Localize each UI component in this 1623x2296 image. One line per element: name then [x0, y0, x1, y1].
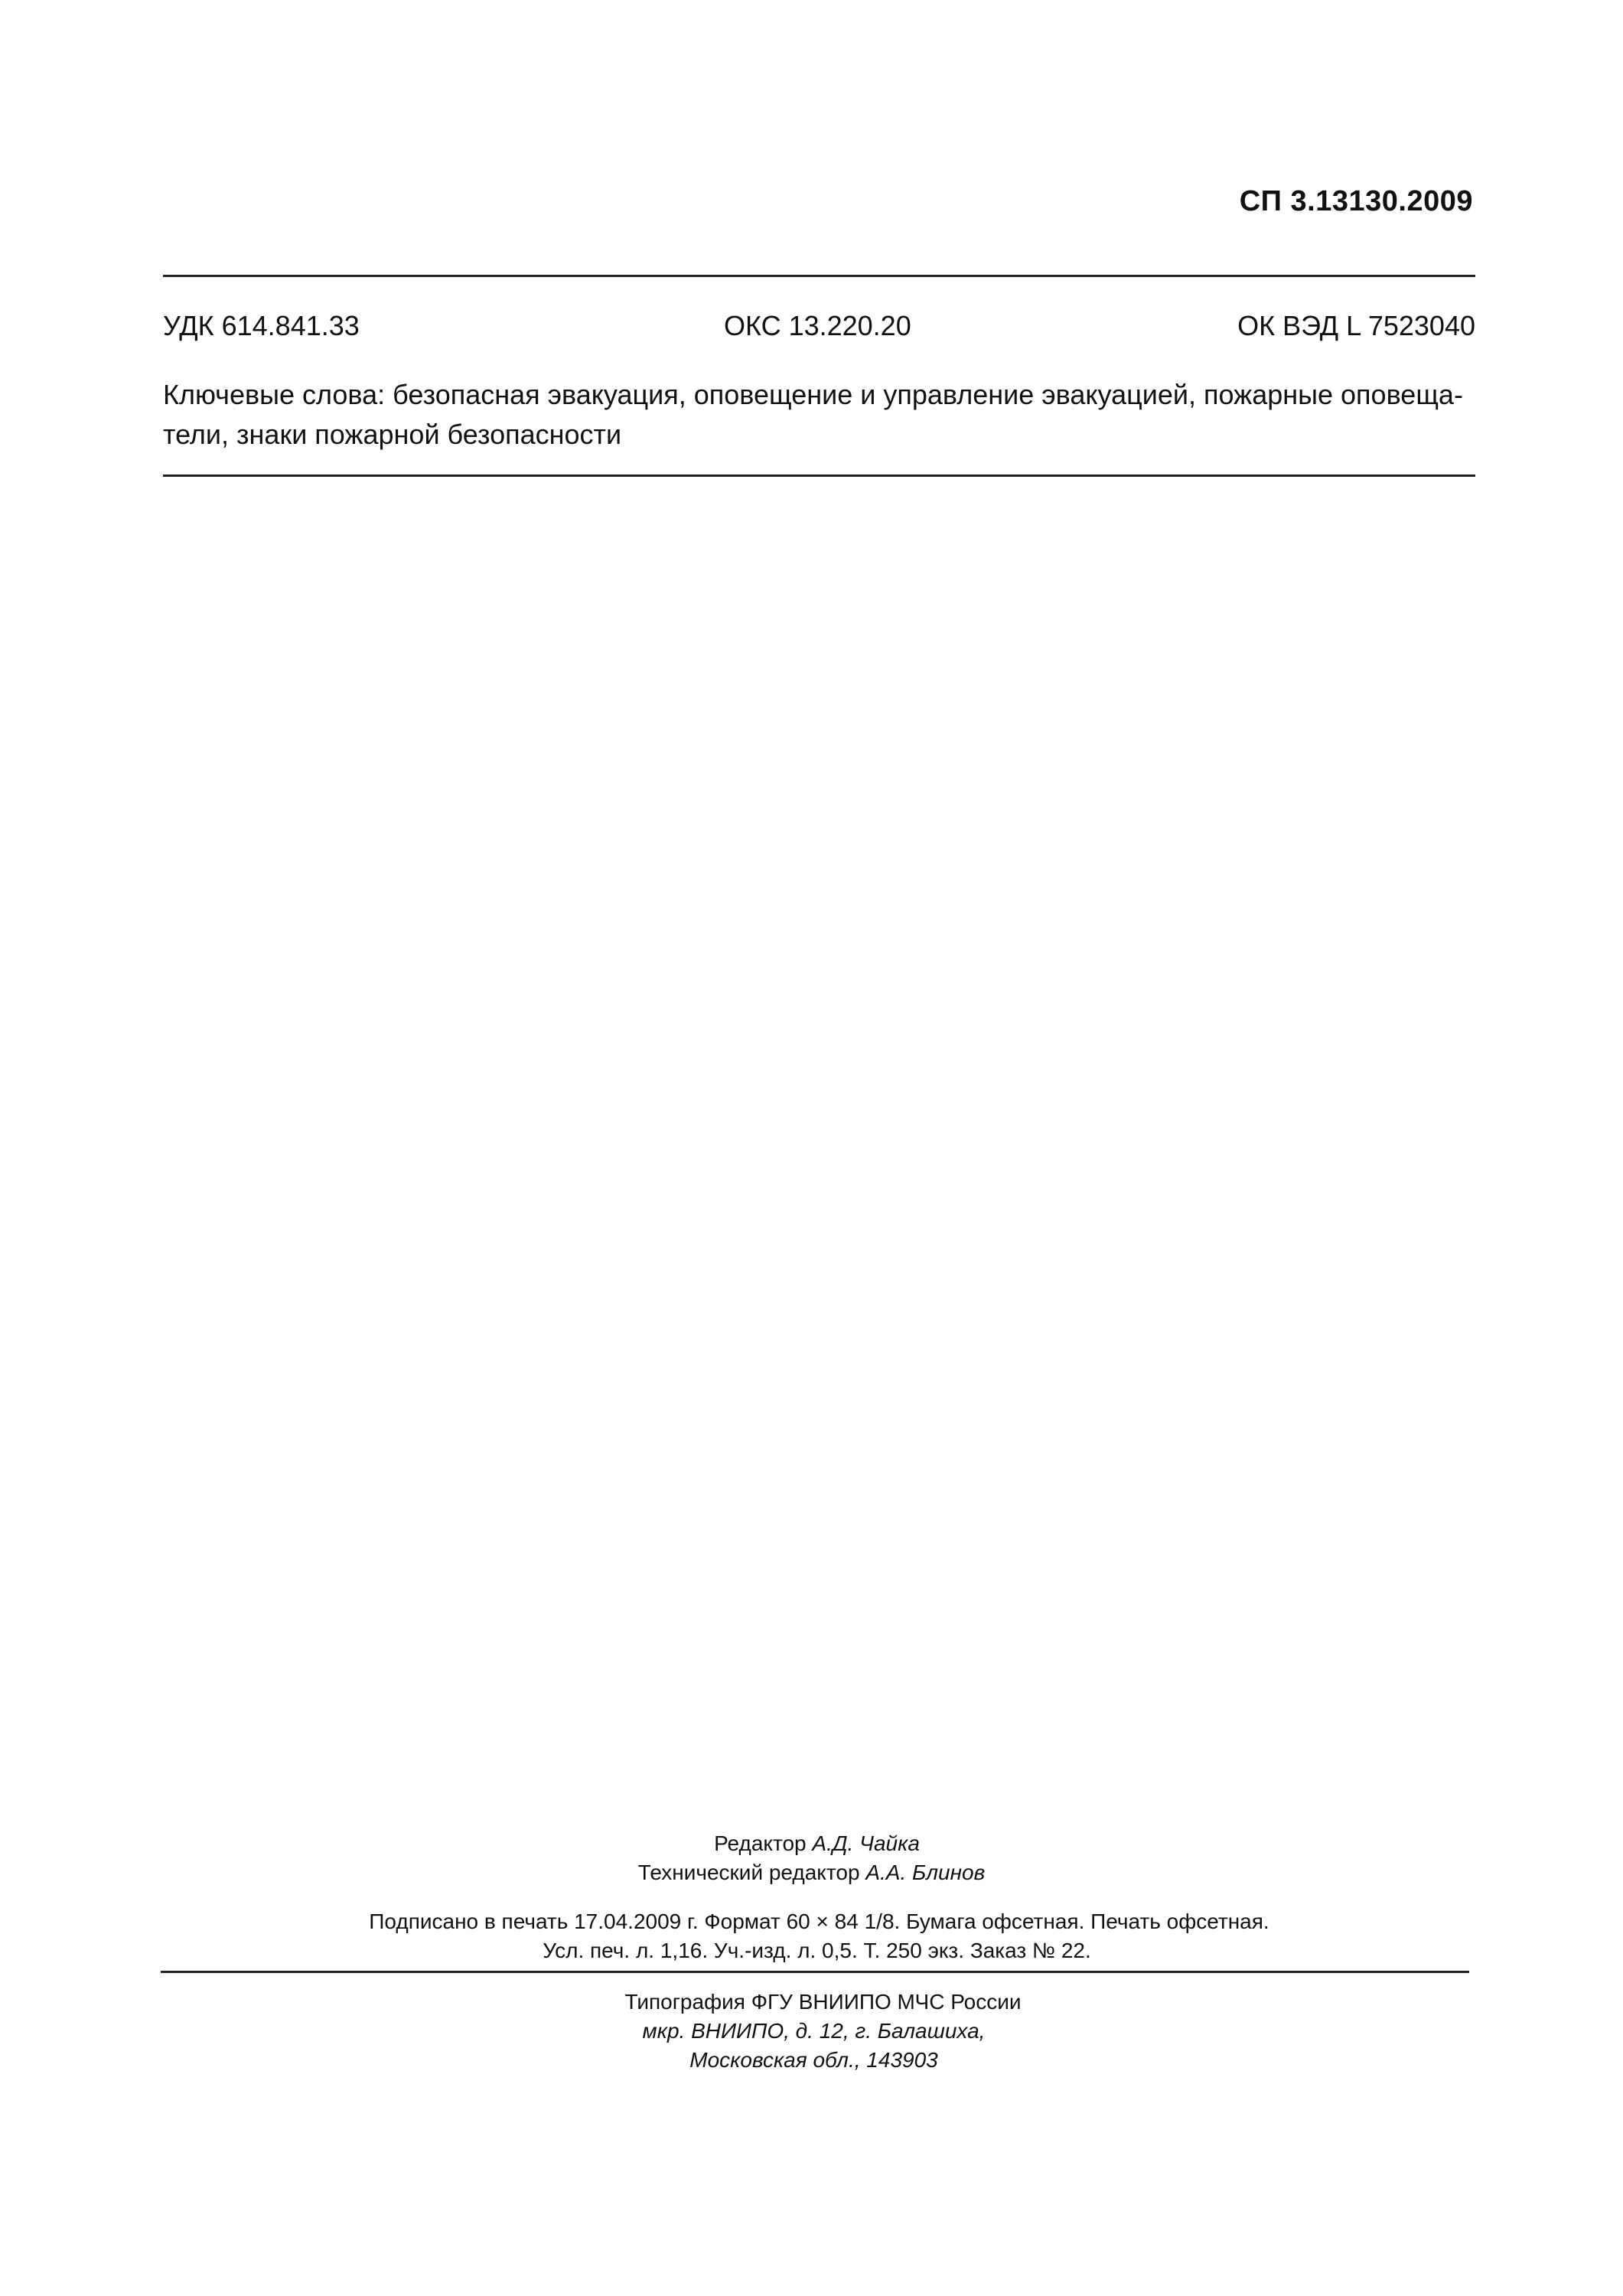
tech-editor-label: Технический редактор [637, 1861, 860, 1884]
keywords-line-2: тели, знаки пожарной безопасности [163, 419, 622, 450]
tech-editor-line [0, 1858, 1623, 1887]
print-info-block [0, 1907, 1623, 1965]
document-code: СП 3.13130.2009 [1239, 185, 1473, 217]
keywords-divider [163, 475, 1475, 477]
typography-address-line-1: мкр. ВНИИПО, д. 12, г. Балашиха, [642, 2019, 986, 2043]
editor-name: А.Д. Чайка [812, 1831, 920, 1855]
typography-block [0, 1988, 1623, 2075]
tech-editor-name: А.А. Блинов [865, 1861, 986, 1884]
typography-address-line-2: Московская обл., 143903 [689, 2048, 938, 2072]
print-info-line-1: Подписано в печать 17.04.2009 г. Формат 60 × 84 1/8. Бумага офсетная. Печать офсетная. [369, 1910, 1269, 1933]
okved-code: ОК ВЭД L 7523040 [1237, 310, 1475, 341]
typography-name: Типография ФГУ ВНИИПО МЧС России [624, 1990, 1022, 2014]
keywords-block [163, 375, 1475, 455]
classification-codes [163, 310, 1475, 348]
imprint-divider [161, 1971, 1469, 1973]
print-info-line-2: Усл. печ. л. 1,16. Уч.-изд. л. 0,5. Т. 250 экз. Заказ № 22. [543, 1939, 1091, 1962]
editors-block [0, 1829, 1623, 1887]
top-divider [163, 275, 1475, 277]
oks-code: ОКС 13.220.20 [724, 310, 911, 341]
editor-line [0, 1829, 1623, 1858]
editor-label: Редактор [714, 1831, 807, 1855]
keywords-line-1: Ключевые слова: безопасная эвакуация, оповещение и управление эвакуацией, пожарные оповеща- [163, 379, 1463, 410]
udk-code: УДК 614.841.33 [163, 310, 360, 341]
